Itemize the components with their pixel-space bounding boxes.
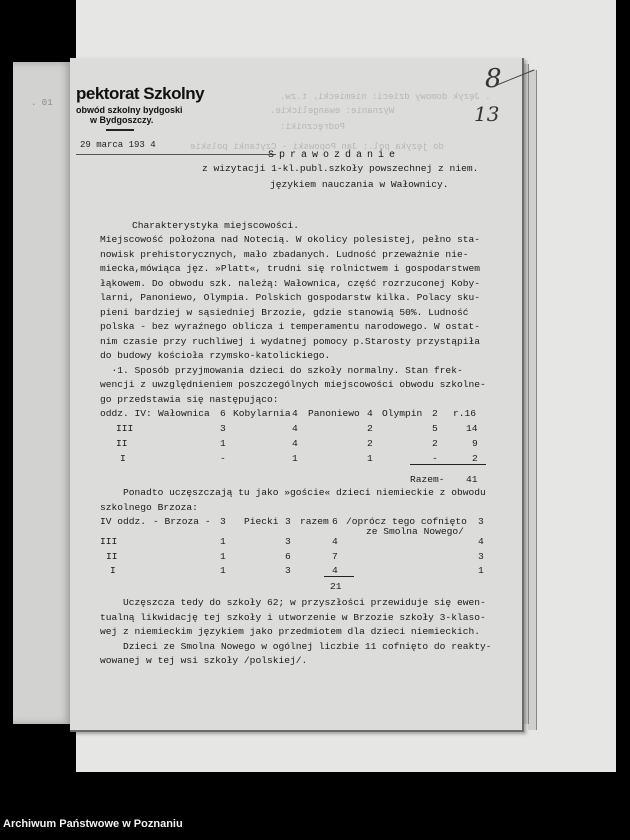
left-page-edge (13, 62, 73, 724)
left-page-mark: . 01 (31, 98, 53, 108)
page-stack-edge (528, 70, 537, 730)
document-subtitle-2: językiem nauczania w Wałownicy. (270, 179, 449, 190)
archive-footer-label: Archiwum Państwowe w Poznaniu (3, 818, 183, 830)
document-subtitle: z wizytacji 1-kl.publ.szkoły powszechnej z niem. (202, 163, 479, 174)
document-title: Sprawozdanie (268, 150, 401, 161)
school-inspectorate-stamp: pektorat Szkolny obwód szkolny bydgoski w Bydgoszczy. (76, 84, 204, 131)
document-page: . Język domowy dzieci: niemiecki, t.zw. Wyznanie: ewangelickie. Podręczniki: do języka pol.: Jan Popowski - Czytanki polskie pektorat Szkolny obwód szkolny bydgoski w Bydgoszczy. 29 marca 193 4 8 13 Sprawozdanie z wizytacji 1-kl.publ.szkoły powszechnej z niem. językiem nauczania w Wałownicy. Charakterystyka miejscowości. Miejscowość położona nad Notecią. W okolicy polesistej, pełno sta- nowisk prehistorycznych, mało zbadanych. Ludność przeważnie nie- miecka,mówiąca jęz. »Platt«, trudni się rolnictwem i gospodarstwem łąkowem. Do obwodu szk. należą: Wałownica, część rozrzuconej Koby- larni, Panoniewo, Olympia. Polskich gospodarstw kilka. Polacy sku- pieni bardziej w sąsiedniej Brzozie, gdzie stanowią 50%. Ludność polska - bez wyraźnego oblicza i temperamentu narodowego. W ostat- nim czasie przy ruchliwej i wydatnej pomocy p.Starosty przystąpiła do budowy kościoła rzymsko-katolickiego. ·1. Sposób przyjmowania dzieci do szkoły normalny. Stan frek- wencji z uwzględnieniem poszczególnych miejscowości obwodu szkolne- go przedstawia się następująco: oddz. IV: Wałownica 6 Kobylarnia 4 Panoniewo 4 Olympin 2 r.16 III 3 4 2 5 14 II 1 4 2 2 9 I - 1 1 - 2 Razem- 41 Ponadto uczęszczają tu jako »goście« dzieci niemieckie z obwodu szkolnego Brzoza: IV oddz. - Brzoza - 3 Piecki 3 razem 6 /oprócz tego cofnięto 3 ze Smolna Nowego/ III 1 3 4 4 II 1 6 7 3 I 1 3 4 1 21 Uczęszcza tedy do szkoły 62; w przyszłości przewiduje się ewen- tualną likwidację tej szkoły i utworzenie w Brzozie szkoły 3-klaso- wej z niemieckim językiem jako przedmiotem dla dzieci niemieckich. Dzieci ze Smolna Nowego w ogólnej liczbie 11 cofnięto do reakty- wowanej w tej wsi szkoły /polskiej/. (70, 58, 524, 732)
section-heading: Charakterystyka miejscowości. (132, 220, 299, 231)
folio-number-8: 8 (485, 64, 502, 94)
document-date: 29 marca 193 4 (80, 140, 156, 150)
folio-number-13: 13 (474, 102, 500, 126)
